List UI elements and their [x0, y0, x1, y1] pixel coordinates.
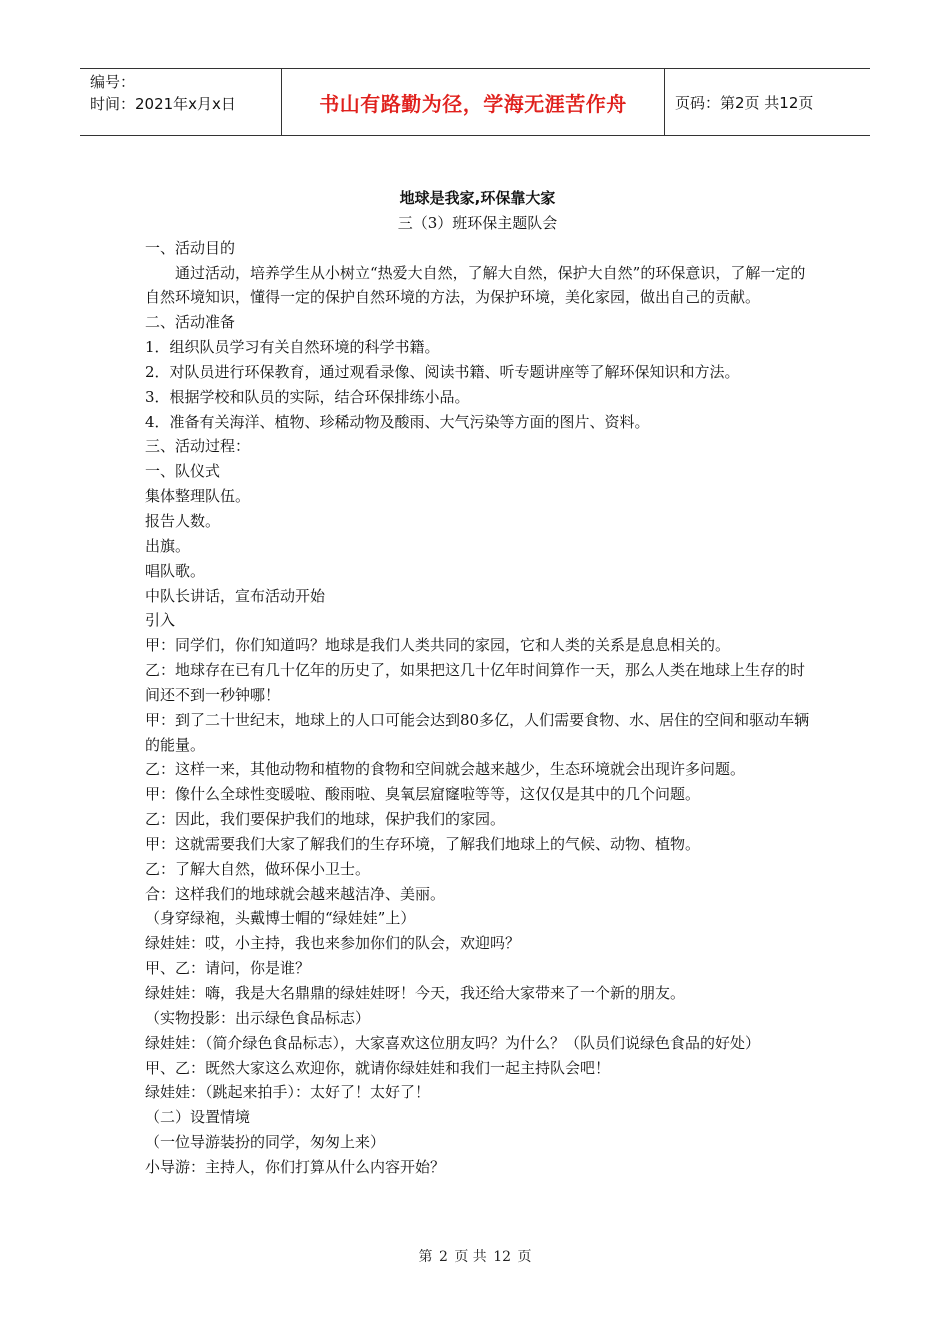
- section-heading: 三、活动过程：: [145, 437, 251, 456]
- dialogue-line: 绿娃娃：（简介绿色食品标志），大家喜欢这位朋友吗？为什么？（队员们说绿色食品的好处）: [145, 1033, 761, 1052]
- dialogue-line: 乙：这样一来，其他动物和植物的食物和空间就会越来越少，生态环境就会出现许多问题。: [145, 760, 746, 779]
- list-item: 2．对队员进行环保教育，通过观看录像、阅读书籍、听专题讲座等了解环保知识和方法。: [145, 362, 740, 381]
- dialogue-line: 乙：了解大自然，做环保小卫士。: [145, 859, 371, 878]
- list-item: 3．根据学校和队员的实际，结合环保排练小品。: [145, 387, 470, 406]
- document-title: 地球是我家,环保靠大家: [399, 189, 556, 207]
- dialogue-line: 甲：同学们，你们知道吗？地球是我们人类共同的家园，它和人类的关系是息息相关的。: [145, 636, 731, 655]
- section-heading: 一、队仪式: [145, 462, 221, 481]
- footer-page-total: 12: [493, 1249, 512, 1265]
- dialogue-line: 甲、乙：既然大家这么欢迎你，就请你绿娃娃和我们一起主持队会吧！: [145, 1058, 611, 1077]
- dialogue-line: 合：这样我们的地球就会越来越洁净、美丽。: [145, 884, 446, 903]
- page-footer: [0, 1246, 950, 1266]
- header-page-info: 页码：第2页 共12页: [675, 93, 814, 112]
- dialogue-line: 乙：因此，我们要保护我们的地球，保护我们的家园。: [145, 810, 506, 829]
- document-number-label: 编号：: [90, 73, 136, 91]
- dialogue-line: 小导游：主持人，你们打算从什么内容开始？: [145, 1157, 446, 1176]
- section-heading: 二、活动准备: [145, 313, 236, 332]
- dialogue-line: 绿娃娃：嗨，我是大名鼎鼎的绿娃娃呀！今天，我还给大家带来了一个新的朋友。: [145, 984, 686, 1002]
- dialogue-line: 绿娃娃：哎，小主持，我也来参加你们的队会，欢迎吗？: [145, 934, 521, 953]
- footer-page-current: 2: [438, 1249, 448, 1265]
- footer-page-mid: 页 共: [454, 1249, 487, 1265]
- text-line: 唱队歌。: [145, 561, 206, 580]
- page-header: [80, 68, 870, 136]
- document-time: 时间：2021年x月x日: [90, 95, 236, 113]
- dialogue-line: 甲：这就需要我们大家了解我们的生存环境，了解我们地球上的气候、动物、植物。: [145, 834, 701, 853]
- document-subtitle: 三（3）班环保主题队会: [397, 213, 558, 232]
- paragraph: 通过活动，培养学生从小树立“热爱大自然，了解大自然，保护大自然”的环保意识，了解一定的自然环境知识，懂得一定的保护自然环境的方法，为保护环境，美化家园，做出自己的贡献。: [145, 263, 806, 307]
- section-heading: （二）设置情境: [145, 1108, 251, 1127]
- document-body: [145, 186, 810, 1180]
- list-item: 4．准备有关海洋、植物、珍稀动物及酸雨、大气污染等方面的图片、资料。: [145, 412, 650, 431]
- stage-direction: （实物投影：出示绿色食品标志）: [145, 1008, 371, 1027]
- text-line: 出旗。: [145, 536, 191, 555]
- stage-direction: （一位导游装扮的同学，匆匆上来）: [145, 1133, 386, 1152]
- list-item: 1．组织队员学习有关自然环境的科学书籍。: [145, 338, 440, 357]
- dialogue-line: 甲：到了二十世纪末，地球上的人口可能会达到80多亿，人们需要食物、水、居住的空间和驱动车辆的能量。: [145, 710, 810, 754]
- text-line: 中队长讲话，宣布活动开始: [145, 586, 326, 605]
- text-line: 报告人数。: [145, 511, 221, 530]
- header-motto: 书山有路勤为径，学海无涯苦作舟: [282, 69, 665, 135]
- dialogue-line: 乙：地球存在已有几十亿年的历史了，如果把这几十亿年时间算作一天，那么人类在地球上生存的时间还不到一秒钟哪！: [145, 661, 806, 704]
- text-line: 集体整理队伍。: [145, 487, 251, 506]
- dialogue-line: 甲、乙：请问，你是谁？: [145, 959, 311, 978]
- footer-page-prefix: 第: [418, 1249, 433, 1265]
- footer-page-suffix: 页: [517, 1249, 532, 1265]
- dialogue-line: 绿娃娃：（跳起来拍手）：太好了！太好了！: [145, 1083, 431, 1102]
- section-heading: 一、活动目的: [145, 238, 236, 257]
- stage-direction: （身穿绿袍，头戴博士帽的“绿娃娃”上）: [145, 909, 416, 928]
- dialogue-line: 甲：像什么全球性变暖啦、酸雨啦、臭氧层窟窿啦等等，这仅仅是其中的几个问题。: [145, 785, 701, 804]
- header-meta: [80, 69, 282, 135]
- text-line: 引入: [145, 611, 176, 630]
